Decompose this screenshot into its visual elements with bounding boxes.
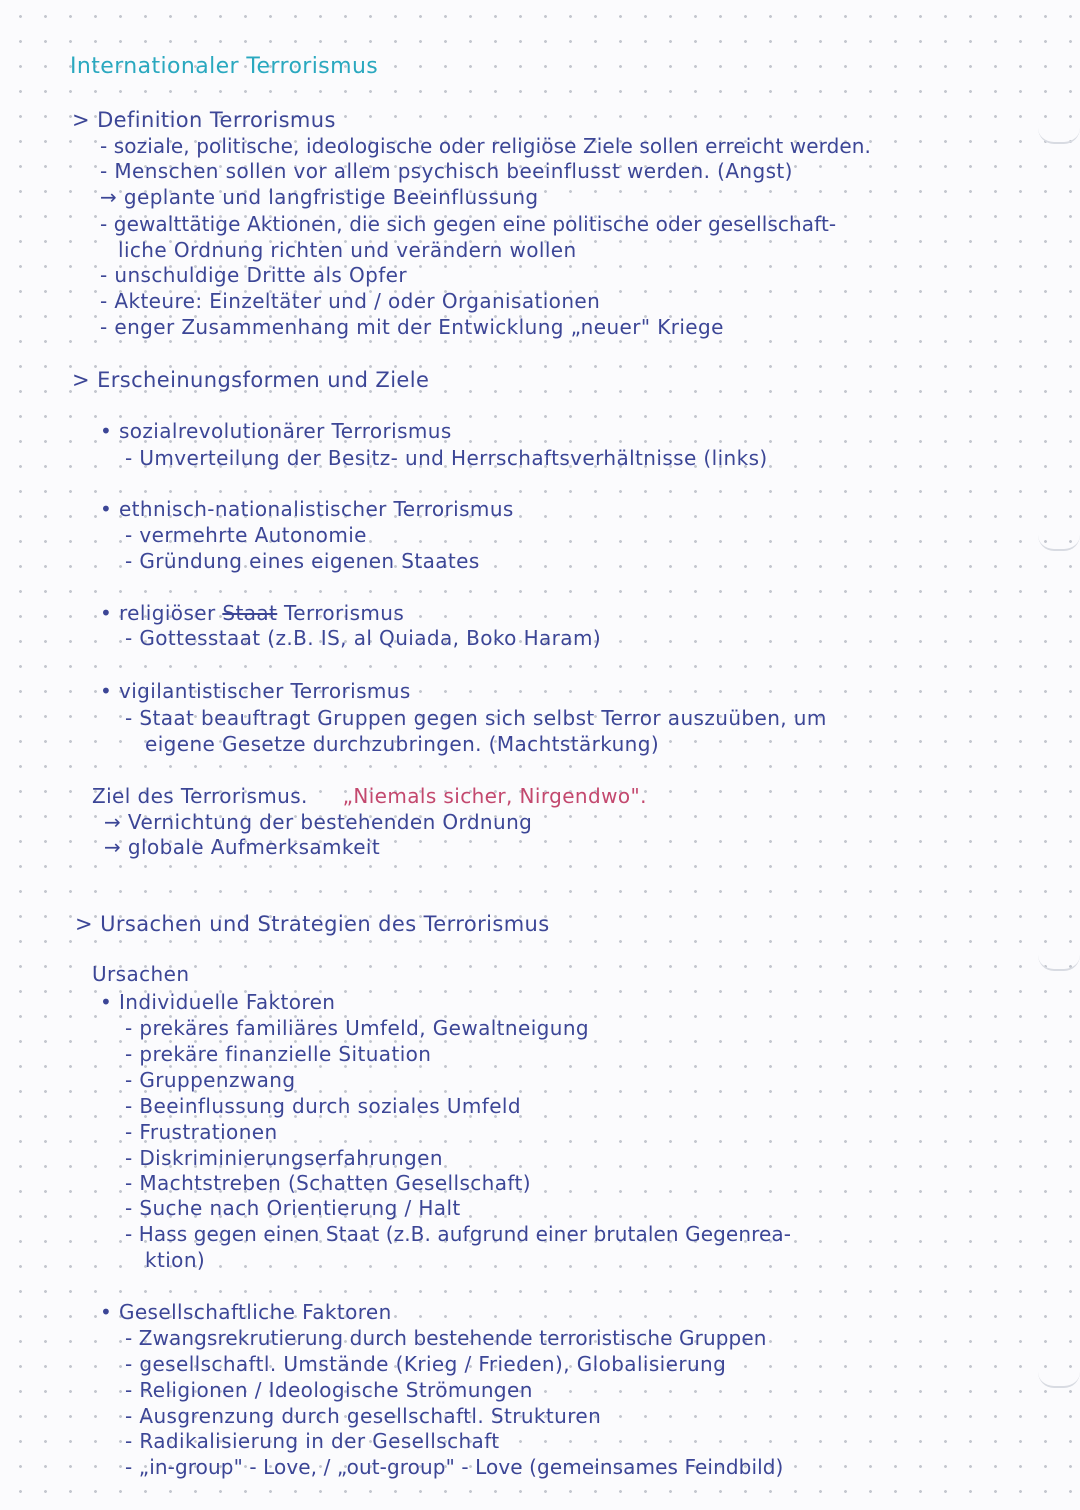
- societal-factor: - Radikalisierung in der Gesellschaft: [125, 1429, 500, 1453]
- individual-factor: ktion): [145, 1248, 206, 1272]
- goal-line: [92, 784, 647, 808]
- individual-factor: - Beeinflussung durch soziales Umfeld: [125, 1094, 521, 1118]
- individual-factor: - Machtstreben (Schatten Gesellschaft): [125, 1171, 531, 1195]
- individual-factor: - Hass gegen einen Staat (z.B. aufgrund einer brutalen Gegenrea-: [125, 1222, 792, 1246]
- individual-factors-title: • Individuelle Faktoren: [100, 990, 336, 1014]
- social-terrorism-line: - Umverteilung der Besitz- und Herrschaftsverhältnisse (links): [125, 446, 768, 470]
- forms-heading: > Erscheinungsformen und Ziele: [72, 368, 430, 392]
- religious-title-suffix: Terrorismus: [284, 601, 405, 625]
- individual-factor: - Frustrationen: [125, 1120, 278, 1144]
- vigilant-terrorism-title: • vigilantistischer Terrorismus: [100, 679, 411, 703]
- societal-factor: - Ausgrenzung durch gesellschaftl. Strukturen: [125, 1404, 602, 1428]
- causes-subheading: Ursachen: [92, 962, 190, 986]
- individual-factor: - prekäre finanzielle Situation: [125, 1042, 432, 1066]
- definition-line: - Menschen sollen vor allem psychisch beeinflusst werden. (Angst): [100, 159, 793, 183]
- individual-factor: - Diskriminierungserfahrungen: [125, 1146, 443, 1170]
- individual-factor: - Suche nach Orientierung / Halt: [125, 1196, 461, 1220]
- societal-factor: - Zwangsrekrutierung durch bestehende terroristische Gruppen: [125, 1326, 767, 1350]
- societal-factors-title: • Gesellschaftliche Faktoren: [100, 1300, 392, 1324]
- societal-factor: - gesellschaftl. Umstände (Krieg / Frieden), Globalisierung: [125, 1352, 727, 1376]
- religious-title-prefix: • religiöser: [100, 601, 216, 625]
- punch-hole-mark: [1038, 128, 1080, 144]
- punch-hole-mark: [1038, 1372, 1080, 1388]
- goal-quote: „Niemals sicher, Nirgendwo".: [342, 784, 647, 808]
- religious-terrorism-title: [100, 601, 404, 625]
- goal-item: → globale Aufmerksamkeit: [104, 835, 381, 859]
- societal-factor: - „in-group" - Love, / „out-group" - Love (gemeinsames Feindbild): [125, 1455, 784, 1479]
- vigilant-terrorism-line: eigene Gesetze durchzubringen. (Machtstärkung): [145, 732, 660, 756]
- definition-line: - unschuldige Dritte als Opfer: [100, 263, 407, 287]
- ethnic-terrorism-line: - vermehrte Autonomie: [125, 523, 367, 547]
- definition-line: - Akteure: Einzeltäter und / oder Organisationen: [100, 289, 601, 313]
- vigilant-terrorism-line: - Staat beauftragt Gruppen gegen sich selbst Terror auszuüben, um: [125, 706, 827, 730]
- ethnic-terrorism-line: - Gründung eines eigenen Staates: [125, 549, 480, 573]
- definition-line: liche Ordnung richten und verändern wollen: [118, 238, 577, 262]
- ethnic-terrorism-title: • ethnisch-nationalistischer Terrorismus: [100, 497, 514, 521]
- societal-factor: - Religionen / Ideologische Strömungen: [125, 1378, 533, 1402]
- page-title: Internationaler Terrorismus: [70, 54, 379, 79]
- goal-item: → Vernichtung der bestehenden Ordnung: [104, 810, 533, 834]
- individual-factor: - prekäres familiäres Umfeld, Gewaltneigung: [125, 1016, 590, 1040]
- individual-factor: - Gruppenzwang: [125, 1068, 296, 1092]
- social-terrorism-title: • sozialrevolutionärer Terrorismus: [100, 419, 452, 443]
- definition-line: - gewalttätige Aktionen, die sich gegen eine politische oder gesellschaft-: [100, 212, 837, 236]
- definition-heading: > Definition Terrorismus: [72, 108, 336, 132]
- punch-hole-mark: [1038, 535, 1080, 551]
- religious-terrorism-line: - Gottesstaat (z.B. IS, al Quiada, Boko Haram): [125, 626, 602, 650]
- definition-line: - enger Zusammenhang mit der Entwicklung „neuer" Kriege: [100, 315, 724, 339]
- definition-line: → geplante und langfristige Beeinflussung: [100, 185, 539, 209]
- definition-line: - soziale, politische, ideologische oder religiöse Ziele sollen erreicht werden.: [100, 134, 871, 158]
- causes-heading: > Ursachen und Strategien des Terrorismus: [75, 912, 550, 936]
- crossed-out-word: Staat: [222, 601, 278, 625]
- punch-hole-mark: [1038, 955, 1080, 971]
- goal-label: Ziel des Terrorismus.: [92, 784, 308, 808]
